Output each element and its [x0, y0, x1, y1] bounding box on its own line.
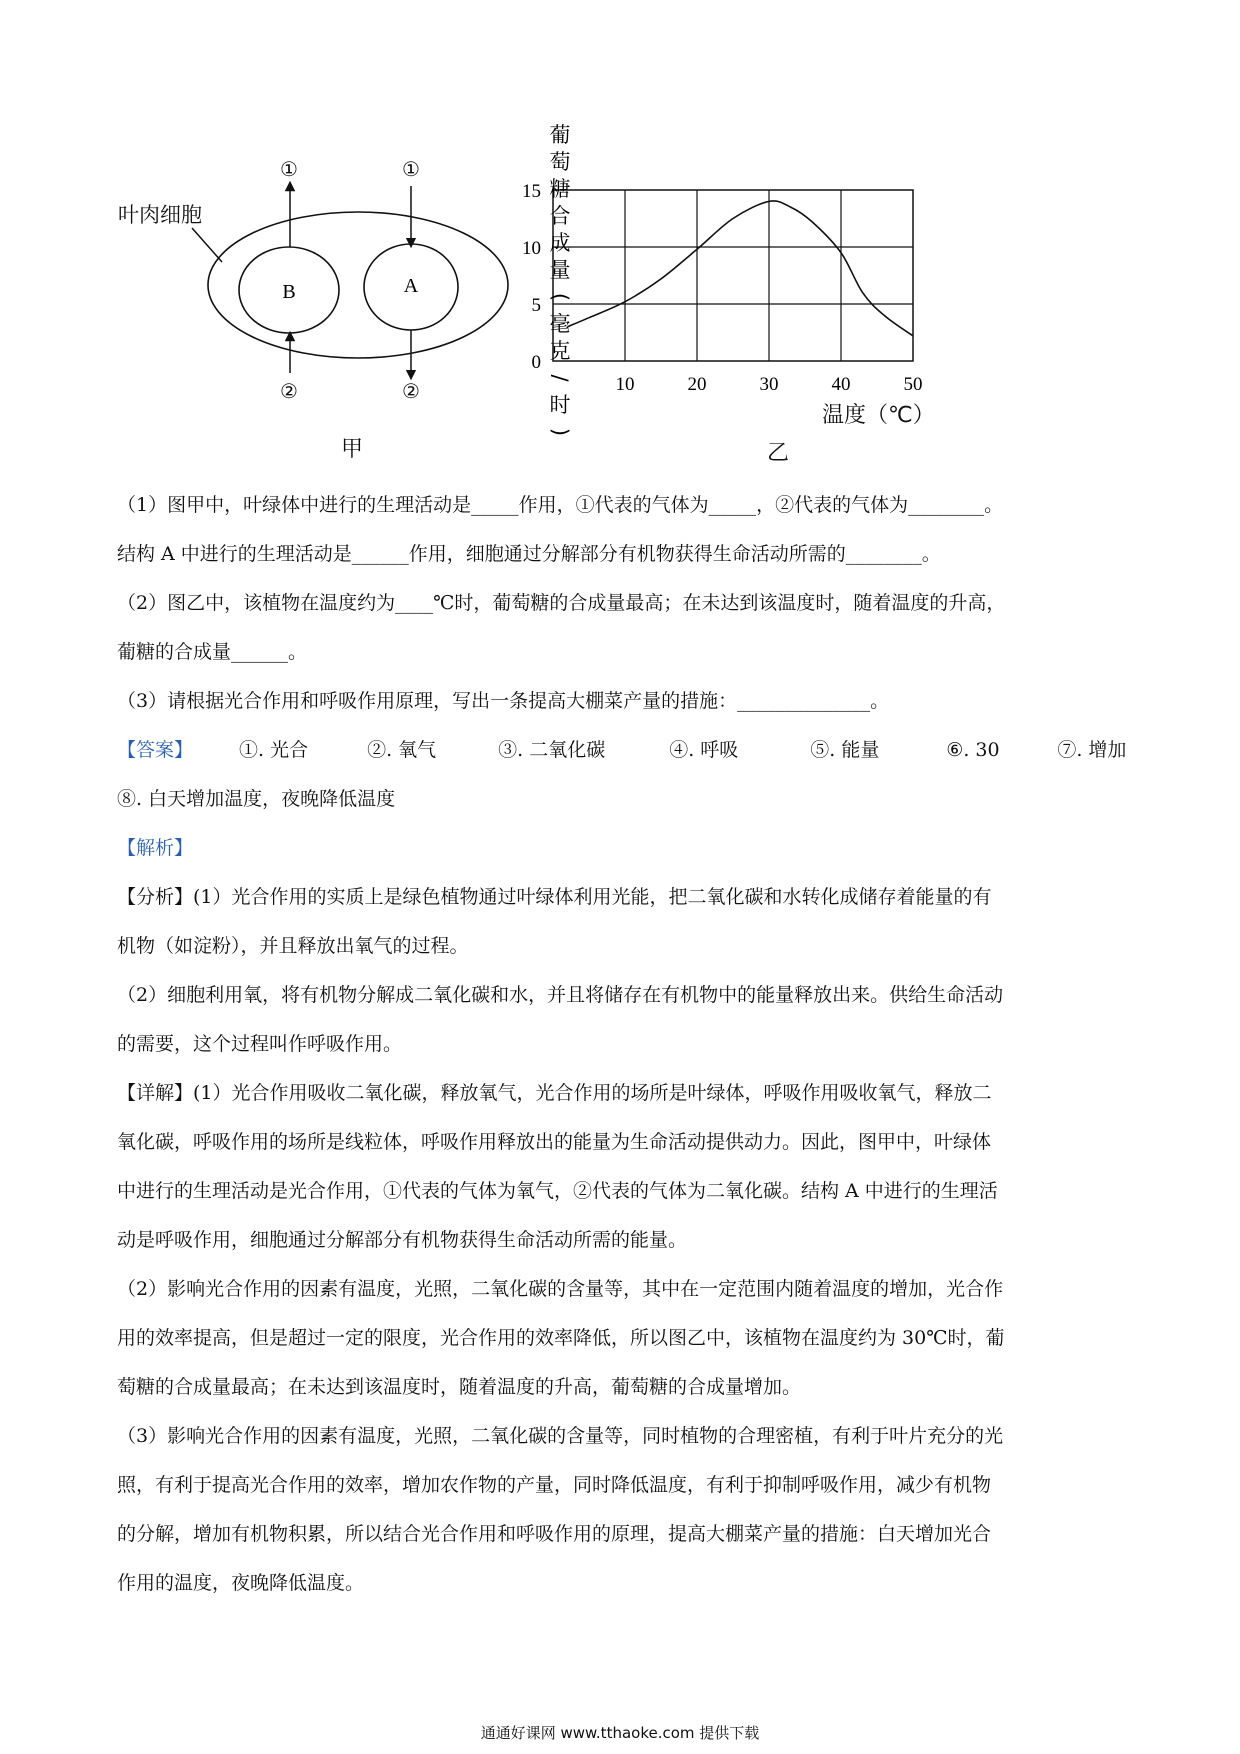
x-tick-label: 40 [831, 374, 851, 395]
answer-item-8: ⑧. 白天增加温度，夜晚降低温度 [117, 788, 396, 810]
y-axis-label [548, 123, 572, 436]
answer-item: ③. 二氧化碳 [498, 739, 606, 761]
xiangjie-line1: 【详解】(1）光合作用吸收二氧化碳，释放氧气，光合作用的场所是叶绿体，呼吸作用吸收氧气，释放二 [117, 1082, 992, 1104]
answer-item: ⑤. 能量 [810, 739, 880, 761]
cell-label: 叶肉细胞 [118, 203, 202, 227]
q1-line2: 结构 A 中进行的生理活动是______作用，细胞通过分解部分有机物获得生命活动所需的________。 [117, 543, 941, 565]
p3-line2: 照，有利于提高光合作用的效率，增加农作物的产量，同时降低温度，有利于抑制呼吸作用，减少有机物 [117, 1474, 992, 1496]
y-axis-label-char: 量 [549, 258, 571, 282]
figures [0, 0, 1240, 480]
xiangjie-line3: 中进行的生理活动是光合作用，①代表的气体为氧气，②代表的气体为二氧化碳。结构 A 中进行的生理活 [117, 1180, 998, 1202]
x-tick-label: 10 [615, 374, 635, 395]
answer-item: ①. 光合 [239, 739, 309, 761]
y-axis-label-char: 葡 [549, 123, 571, 147]
p3-line3: 的分解，增加有机物积累，所以结合光合作用和呼吸作用的原理，提高大棚菜产量的措施：白天增加光合 [117, 1523, 992, 1545]
y-axis-label-char: / [548, 374, 572, 382]
marker-1-b: ① [280, 157, 298, 181]
figure-yi-chart [522, 123, 935, 466]
answer-label: 【答案】 [117, 739, 194, 761]
y-axis-label-char: 毫 [549, 312, 571, 336]
x-tick-label: 20 [687, 374, 707, 395]
y-axis-label-char: 时 [549, 393, 571, 417]
answer-item: ⑦. 增加 [1057, 739, 1127, 761]
question-and-answer-text [117, 481, 1132, 1608]
y-tick-labels [522, 181, 541, 373]
p3-line4: 作用的温度，夜晚降低温度。 [117, 1572, 365, 1594]
y-axis-label-char: 萄 [549, 150, 571, 174]
cell-pointer-line [192, 228, 222, 262]
organelle-b-label: B [282, 281, 296, 303]
marker-2-a: ② [402, 379, 420, 403]
analysis-label: 【解析】 [117, 837, 194, 859]
plot-frame [553, 190, 913, 361]
x-tick-label: 30 [759, 374, 779, 395]
y-axis-label-char: 克 [549, 339, 571, 363]
answer-item: ④. 呼吸 [669, 739, 739, 761]
fenxi-line2: 机物（如淀粉），并且释放出氧气的过程。 [117, 935, 469, 957]
answer-row [117, 726, 1132, 775]
y-axis-label-char: 糖 [549, 177, 571, 201]
y-tick-label: 5 [531, 295, 541, 316]
answer-item: ②. 氧气 [367, 739, 437, 761]
p2-line3: 萄糖的合成量最高；在未达到该温度时，随着温度的升高，葡萄糖的合成量增加。 [117, 1376, 802, 1398]
mesophyll-cell [208, 212, 508, 358]
y-axis-label-char: 成 [549, 231, 571, 255]
q2-line2: 葡糖的合成量______。 [117, 641, 308, 663]
y-tick-label: 0 [531, 352, 541, 373]
glucose-curve [567, 201, 913, 336]
caption-jia: 甲 [340, 437, 364, 462]
grid-lines [553, 190, 913, 361]
x-tick-label: 50 [903, 374, 923, 395]
xiangjie-line2: 氧化碳，呼吸作用的场所是线粒体，呼吸作用释放出的能量为生命活动提供动力。因此，图甲中，叶绿体 [117, 1131, 992, 1153]
p2-line2: 用的效率提高，但是超过一定的限度，光合作用的效率降低，所以图乙中，该植物在温度约为 30℃时，葡 [117, 1327, 1005, 1349]
x-axis-label: 温度（℃） [822, 403, 935, 428]
x-tick-labels [616, 374, 923, 395]
p3-line1: （3）影响光合作用的因素有温度，光照，二氧化碳的含量等，同时植物的合理密植，有利于叶片充分的光 [117, 1425, 1004, 1447]
y-axis-label-char: ) [548, 427, 572, 437]
y-tick-label: 15 [522, 181, 541, 202]
fenxi-2-line2: 的需要，这个过程叫作呼吸作用。 [117, 1033, 403, 1055]
q1-line1: （1）图甲中，叶绿体中进行的生理活动是_____作用，①代表的气体为_____，②代表的气体为________。 [117, 494, 1004, 516]
p2-line1: （2）影响光合作用的因素有温度，光照，二氧化碳的含量等，其中在一定范围内随着温度的增加，光合作 [117, 1278, 1004, 1300]
marker-1-a: ① [402, 157, 420, 181]
organelle-a-label: A [403, 275, 419, 297]
q2-line1: （2）图乙中，该植物在温度约为____℃时，葡萄糖的合成量最高；在未达到该温度时，随着温度的升高， [117, 592, 1006, 614]
caption-yi: 乙 [766, 441, 790, 466]
q3: （3）请根据光合作用和呼吸作用原理，写出一条提高大棚菜产量的措施：______________。 [117, 690, 890, 712]
y-axis-label-char: ( [548, 292, 572, 302]
fenxi-line1: 【分析】(1）光合作用的实质上是绿色植物通过叶绿体利用光能，把二氧化碳和水转化成储存着能量的有 [117, 886, 992, 908]
y-tick-label: 10 [522, 238, 541, 259]
fenxi-2-line1: （2）细胞利用氧，将有机物分解成二氧化碳和水，并且将储存在有机物中的能量释放出来。供给生命活动 [117, 984, 1004, 1006]
footer-watermark: 通通好课网 www.tthaoke.com 提供下载 [480, 1724, 760, 1742]
answer-item: ⑥. 30 [946, 739, 1000, 761]
y-axis-label-char: 合 [549, 204, 571, 228]
xiangjie-line4: 动是呼吸作用，细胞通过分解部分有机物获得生命活动所需的能量。 [117, 1229, 688, 1251]
figure-jia [118, 157, 508, 462]
marker-2-b: ② [280, 379, 298, 403]
